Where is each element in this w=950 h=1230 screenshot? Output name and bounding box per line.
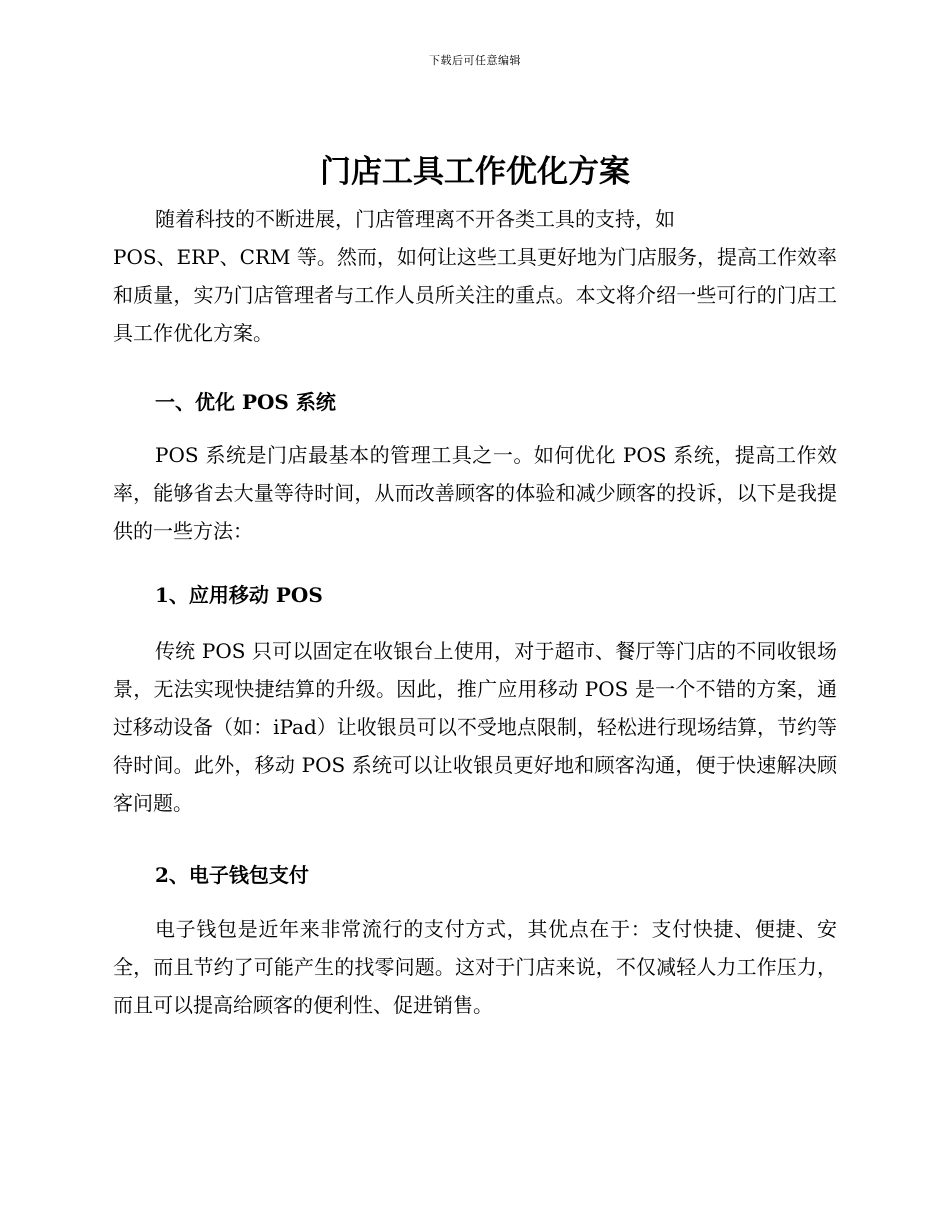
subsection-2-body	[113, 910, 837, 1024]
section-1-heading: 一、优化 POS 系统	[155, 390, 336, 414]
subsection-2-heading: 2、电子钱包支付	[155, 863, 309, 887]
section-1-paragraph: POS 系统是门店最基本的管理工具之一。如何优化 POS 系统，提高工作效率，能够省去大量等待时间，从而改善顾客的体验和减少顾客的投诉，以下是我提供的一些方法：	[113, 443, 837, 543]
subsection-1-paragraph: 传统 POS 只可以固定在收银台上使用，对于超市、餐厅等门店的不同收银场景，无法实现快捷结算的升级。因此，推广应用移动 POS 是一个不错的方案，通过移动设备（如：iPad）让收银员可以不受地点限制，轻松进行现场结算，节约等待时间。此外，移动 POS 系统可以让收银员更好地和顾客沟通，便于快速解决顾客问题。	[113, 639, 837, 815]
intro-paragraph: POS、ERP、CRM 等。然而，如何让这些工具更好地为门店服务，提高工作效率和质量，实乃门店管理者与工作人员所关注的重点。本文将介绍一些可行的门店工具工作优化方案。	[113, 245, 837, 345]
intro-block	[113, 200, 837, 352]
intro-paragraph-line1: 随着科技的不断进展，门店管理离不开各类工具的支持，如	[155, 207, 675, 231]
document-title: 门店工具工作优化方案	[320, 154, 630, 190]
subsection-2	[113, 856, 837, 894]
subsection-1-body	[113, 632, 837, 822]
subsection-2-paragraph: 电子钱包是近年来非常流行的支付方式，其优点在于：支付快捷、便捷、安全，而且节约了可能产生的找零问题。这对于门店来说，不仅减轻人力工作压力，而且可以提高给顾客的便利性、促进销售。	[113, 917, 837, 1017]
section-1	[113, 383, 837, 421]
subsection-1	[113, 576, 837, 614]
section-1-body	[113, 436, 837, 550]
subsection-1-heading: 1、应用移动 POS	[155, 583, 323, 607]
header-note: 下载后可任意编辑	[429, 54, 521, 67]
